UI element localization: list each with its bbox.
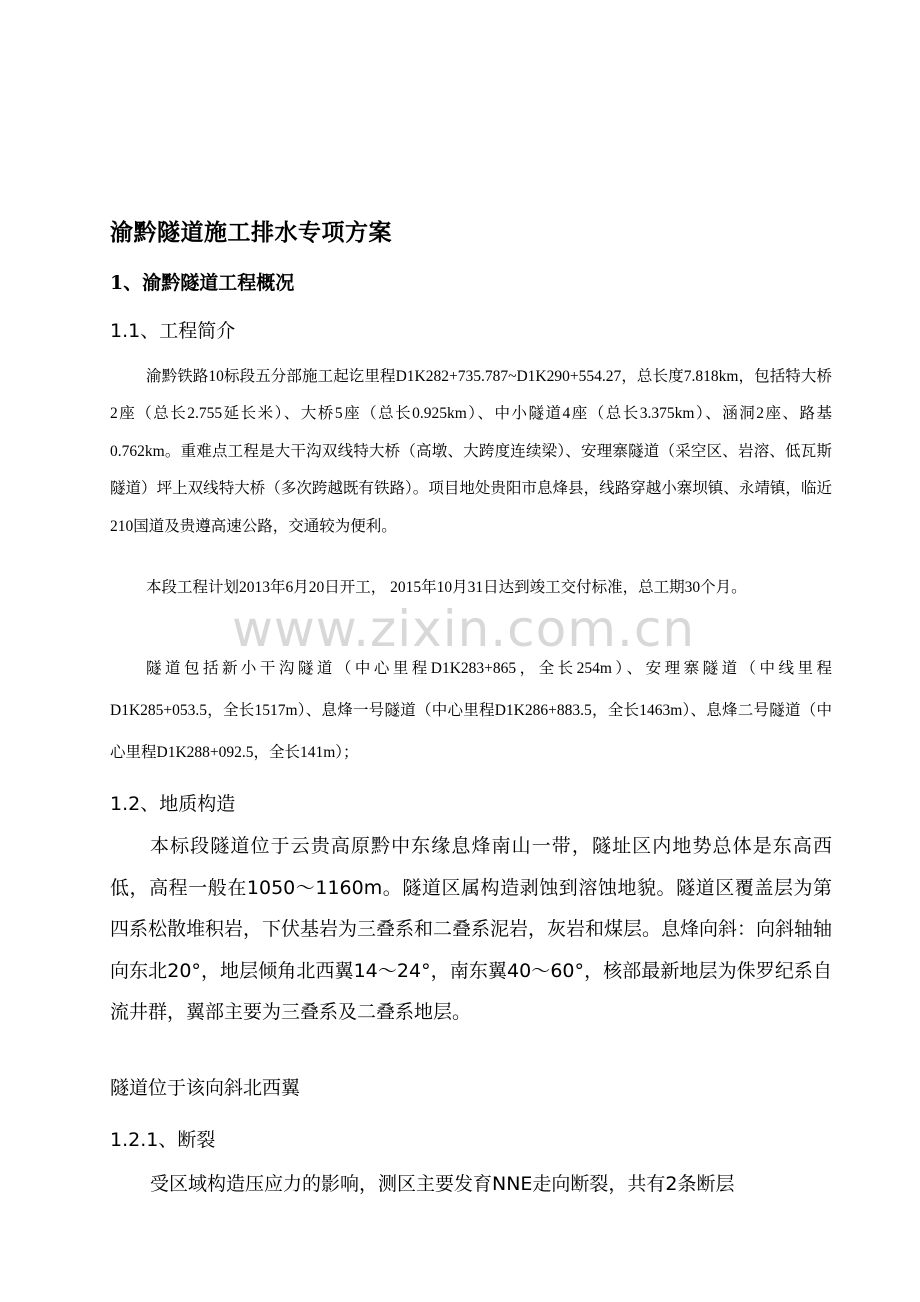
section-1-heading: 1、渝黔隧道工程概况 (110, 272, 295, 294)
section-1-1-heading: 1.1、工程简介 (110, 320, 236, 342)
document-title: 渝黔隧道施工排水专项方案 (110, 219, 392, 246)
section-1-2-heading: 1.2、地质构造 (110, 793, 236, 815)
paragraph-project-intro: 渝黔铁路10标段五分部施工起讫里程D1K282+735.787~D1K290+554.27，总长度7.818km，包括特大桥2座（总长2.755延长米）、大桥5座（总长0.925km）、中小隧道4座（总长3.375km）、涵洞2座、路基0.762km。重难点工程是大干沟双线特大桥（高墩、大跨度连续梁）、安理寨隧道（采空区、岩溶、低瓦斯隧道）坪上双线特大桥（多次跨越既有铁路）。项目地处贵阳市息烽县，线路穿越小寨坝镇、永靖镇，临近210国道及贵遵高速公路，交通较为便利。 (110, 368, 832, 535)
paragraph-schedule: 本段工程计划2013年6月20日开工， 2015年10月31日达到竣工交付标准，总工期30个月。 (146, 579, 747, 596)
paragraph-geology: 本标段隧道位于云贵高原黔中东缘息烽南山一带，隧址区内地势总体是东高西低，高程一般在1050～1160m。隧道区属构造剥蚀到溶蚀地貌。隧道区覆盖层为第四系松散堆积岩，下伏基岩为三叠系和二叠系泥岩，灰岩和煤层。息烽向斜：向斜轴轴向东北20°，地层倾角北西翼14～24°，南东翼40～60°，核部最新地层为侏罗纪系自流井群，翼部主要为三叠系及二叠系地层。 (110, 835, 833, 1023)
section-1-2-1-heading: 1.2.1、断裂 (110, 1129, 216, 1151)
paragraph-tunnels: 隧道包括新小干沟隧道（中心里程D1K283+865，全长254m）、安理寨隧道（中线里程D1K285+053.5，全长1517m）、息烽一号隧道（中心里程D1K286+883.5，全长1463m）、息烽二号隧道（中心里程D1K288+092.5，全长141m）； (110, 660, 832, 761)
paragraph-syncline-position: 隧道位于该向斜北西翼 (110, 1077, 301, 1099)
watermark-text: www.zixin.com.cn (232, 600, 696, 658)
paragraph-faults: 受区域构造压应力的影响，测区主要发育NNE走向断裂，共有2条断层 (150, 1173, 735, 1195)
